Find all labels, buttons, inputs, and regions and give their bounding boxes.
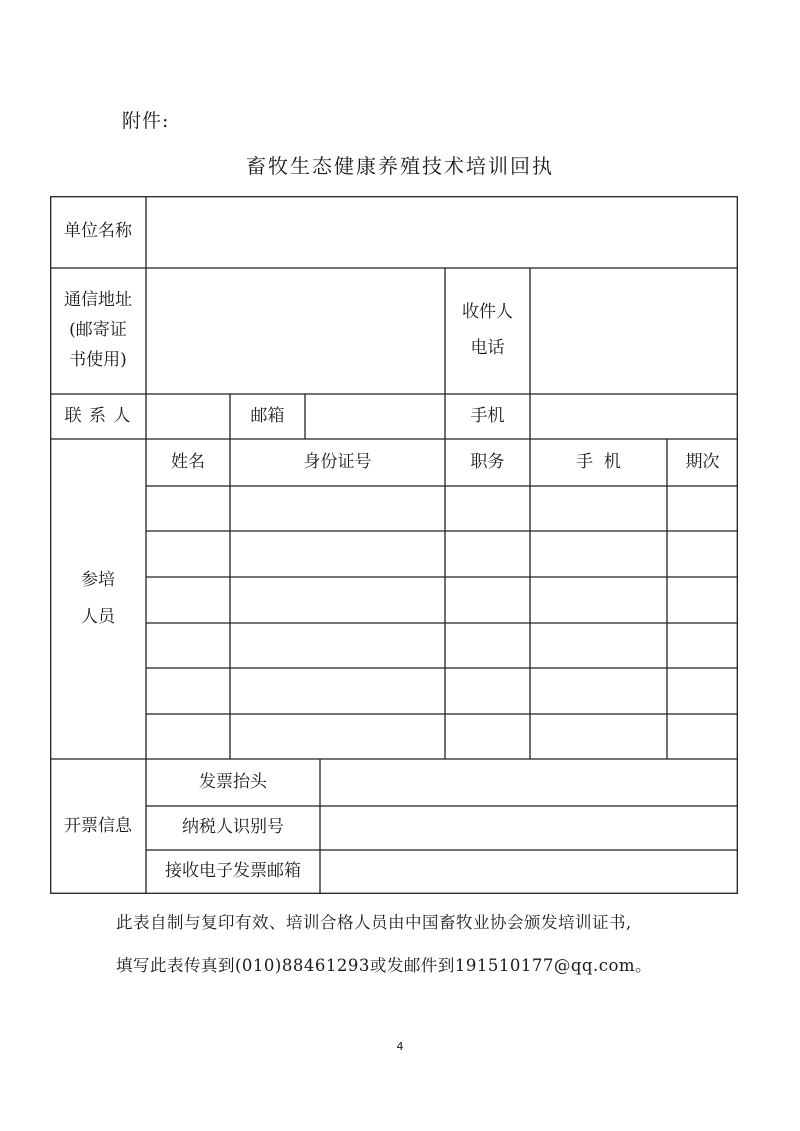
page-number: 4 bbox=[396, 1040, 404, 1053]
label-recipient-line1: 收件人 bbox=[462, 302, 513, 323]
header-id-number: 身份证号 bbox=[303, 451, 372, 472]
label-participants-line2: 人员 bbox=[81, 607, 115, 627]
unit-name-input[interactable] bbox=[146, 196, 738, 268]
participant-name-cell[interactable] bbox=[146, 531, 230, 577]
label-recipient-phone bbox=[445, 268, 530, 394]
note-line1: 此表自制与复印有效、培训合格人员由中国畜牧业协会颁发培训证书, bbox=[116, 913, 632, 932]
invoice-title-input[interactable] bbox=[320, 759, 738, 806]
label-taxpayer-id: 纳税人识别号 bbox=[182, 817, 284, 838]
participant-mobile-cell[interactable] bbox=[530, 623, 667, 668]
label-participants-line1: 参培 bbox=[81, 569, 115, 590]
label-e-invoice-email: 接收电子发票邮箱 bbox=[165, 861, 301, 882]
participant-id-number-cell[interactable] bbox=[230, 714, 445, 759]
recipient-phone-input[interactable] bbox=[530, 268, 738, 394]
participant-position-cell[interactable] bbox=[445, 531, 530, 577]
label-unit-name: 单位名称 bbox=[64, 221, 132, 242]
participant-session-cell[interactable] bbox=[667, 531, 738, 577]
participant-name-cell[interactable] bbox=[146, 668, 230, 714]
participant-id-number-cell[interactable] bbox=[230, 577, 445, 623]
header-name: 姓名 bbox=[171, 451, 205, 472]
header-position: 职务 bbox=[470, 451, 505, 472]
participant-session-cell[interactable] bbox=[667, 486, 738, 531]
participant-session-cell[interactable] bbox=[667, 577, 738, 623]
label-contact-person: 联 系 人 bbox=[64, 405, 132, 426]
label-email: 邮箱 bbox=[250, 405, 285, 426]
contact-person-input[interactable] bbox=[146, 394, 230, 439]
email-input[interactable] bbox=[305, 394, 445, 439]
participant-position-cell[interactable] bbox=[445, 486, 530, 531]
attachment-label: 附件: bbox=[122, 110, 170, 132]
participant-mobile-cell[interactable] bbox=[530, 577, 667, 623]
participant-id-number-cell[interactable] bbox=[230, 623, 445, 668]
label-mailing-address bbox=[50, 268, 146, 394]
participant-id-number-cell[interactable] bbox=[230, 531, 445, 577]
participant-id-number-cell[interactable] bbox=[230, 668, 445, 714]
e-invoice-email-input[interactable] bbox=[320, 850, 738, 894]
receipt-form-table bbox=[50, 196, 738, 894]
participant-mobile-cell[interactable] bbox=[530, 714, 667, 759]
label-recipient-line2: 电话 bbox=[470, 338, 505, 358]
participant-mobile-cell[interactable] bbox=[530, 668, 667, 714]
participant-mobile-cell[interactable] bbox=[530, 531, 667, 577]
label-participants bbox=[50, 439, 146, 759]
form-title: 畜牧生态健康养殖技术培训回执 bbox=[246, 154, 554, 178]
participant-name-cell[interactable] bbox=[146, 623, 230, 668]
participant-session-cell[interactable] bbox=[667, 668, 738, 714]
label-address-line3: 书使用) bbox=[69, 349, 127, 370]
participant-position-cell[interactable] bbox=[445, 577, 530, 623]
label-mobile: 手机 bbox=[470, 405, 505, 426]
mobile-input[interactable] bbox=[530, 394, 738, 439]
participant-position-cell[interactable] bbox=[445, 714, 530, 759]
participant-name-cell[interactable] bbox=[146, 714, 230, 759]
header-session: 期次 bbox=[685, 451, 720, 472]
participant-mobile-cell[interactable] bbox=[530, 486, 667, 531]
participant-session-cell[interactable] bbox=[667, 714, 738, 759]
label-invoice-info: 开票信息 bbox=[64, 815, 132, 836]
note-line2: 填写此表传真到(010)88461293或发邮件到19151017​7@qq.com。 bbox=[116, 956, 653, 975]
participant-name-cell[interactable] bbox=[146, 486, 230, 531]
mailing-address-input[interactable] bbox=[146, 268, 445, 394]
label-address-line1: 通信地址 bbox=[64, 290, 132, 311]
label-invoice-title: 发票抬头 bbox=[199, 771, 267, 792]
header-mobile: 手 机 bbox=[576, 451, 621, 472]
participant-id-number-cell[interactable] bbox=[230, 486, 445, 531]
taxpayer-id-input[interactable] bbox=[320, 806, 738, 850]
participant-position-cell[interactable] bbox=[445, 623, 530, 668]
participant-session-cell[interactable] bbox=[667, 623, 738, 668]
label-address-line2: (邮寄证 bbox=[69, 320, 127, 341]
participant-name-cell[interactable] bbox=[146, 577, 230, 623]
participant-position-cell[interactable] bbox=[445, 668, 530, 714]
